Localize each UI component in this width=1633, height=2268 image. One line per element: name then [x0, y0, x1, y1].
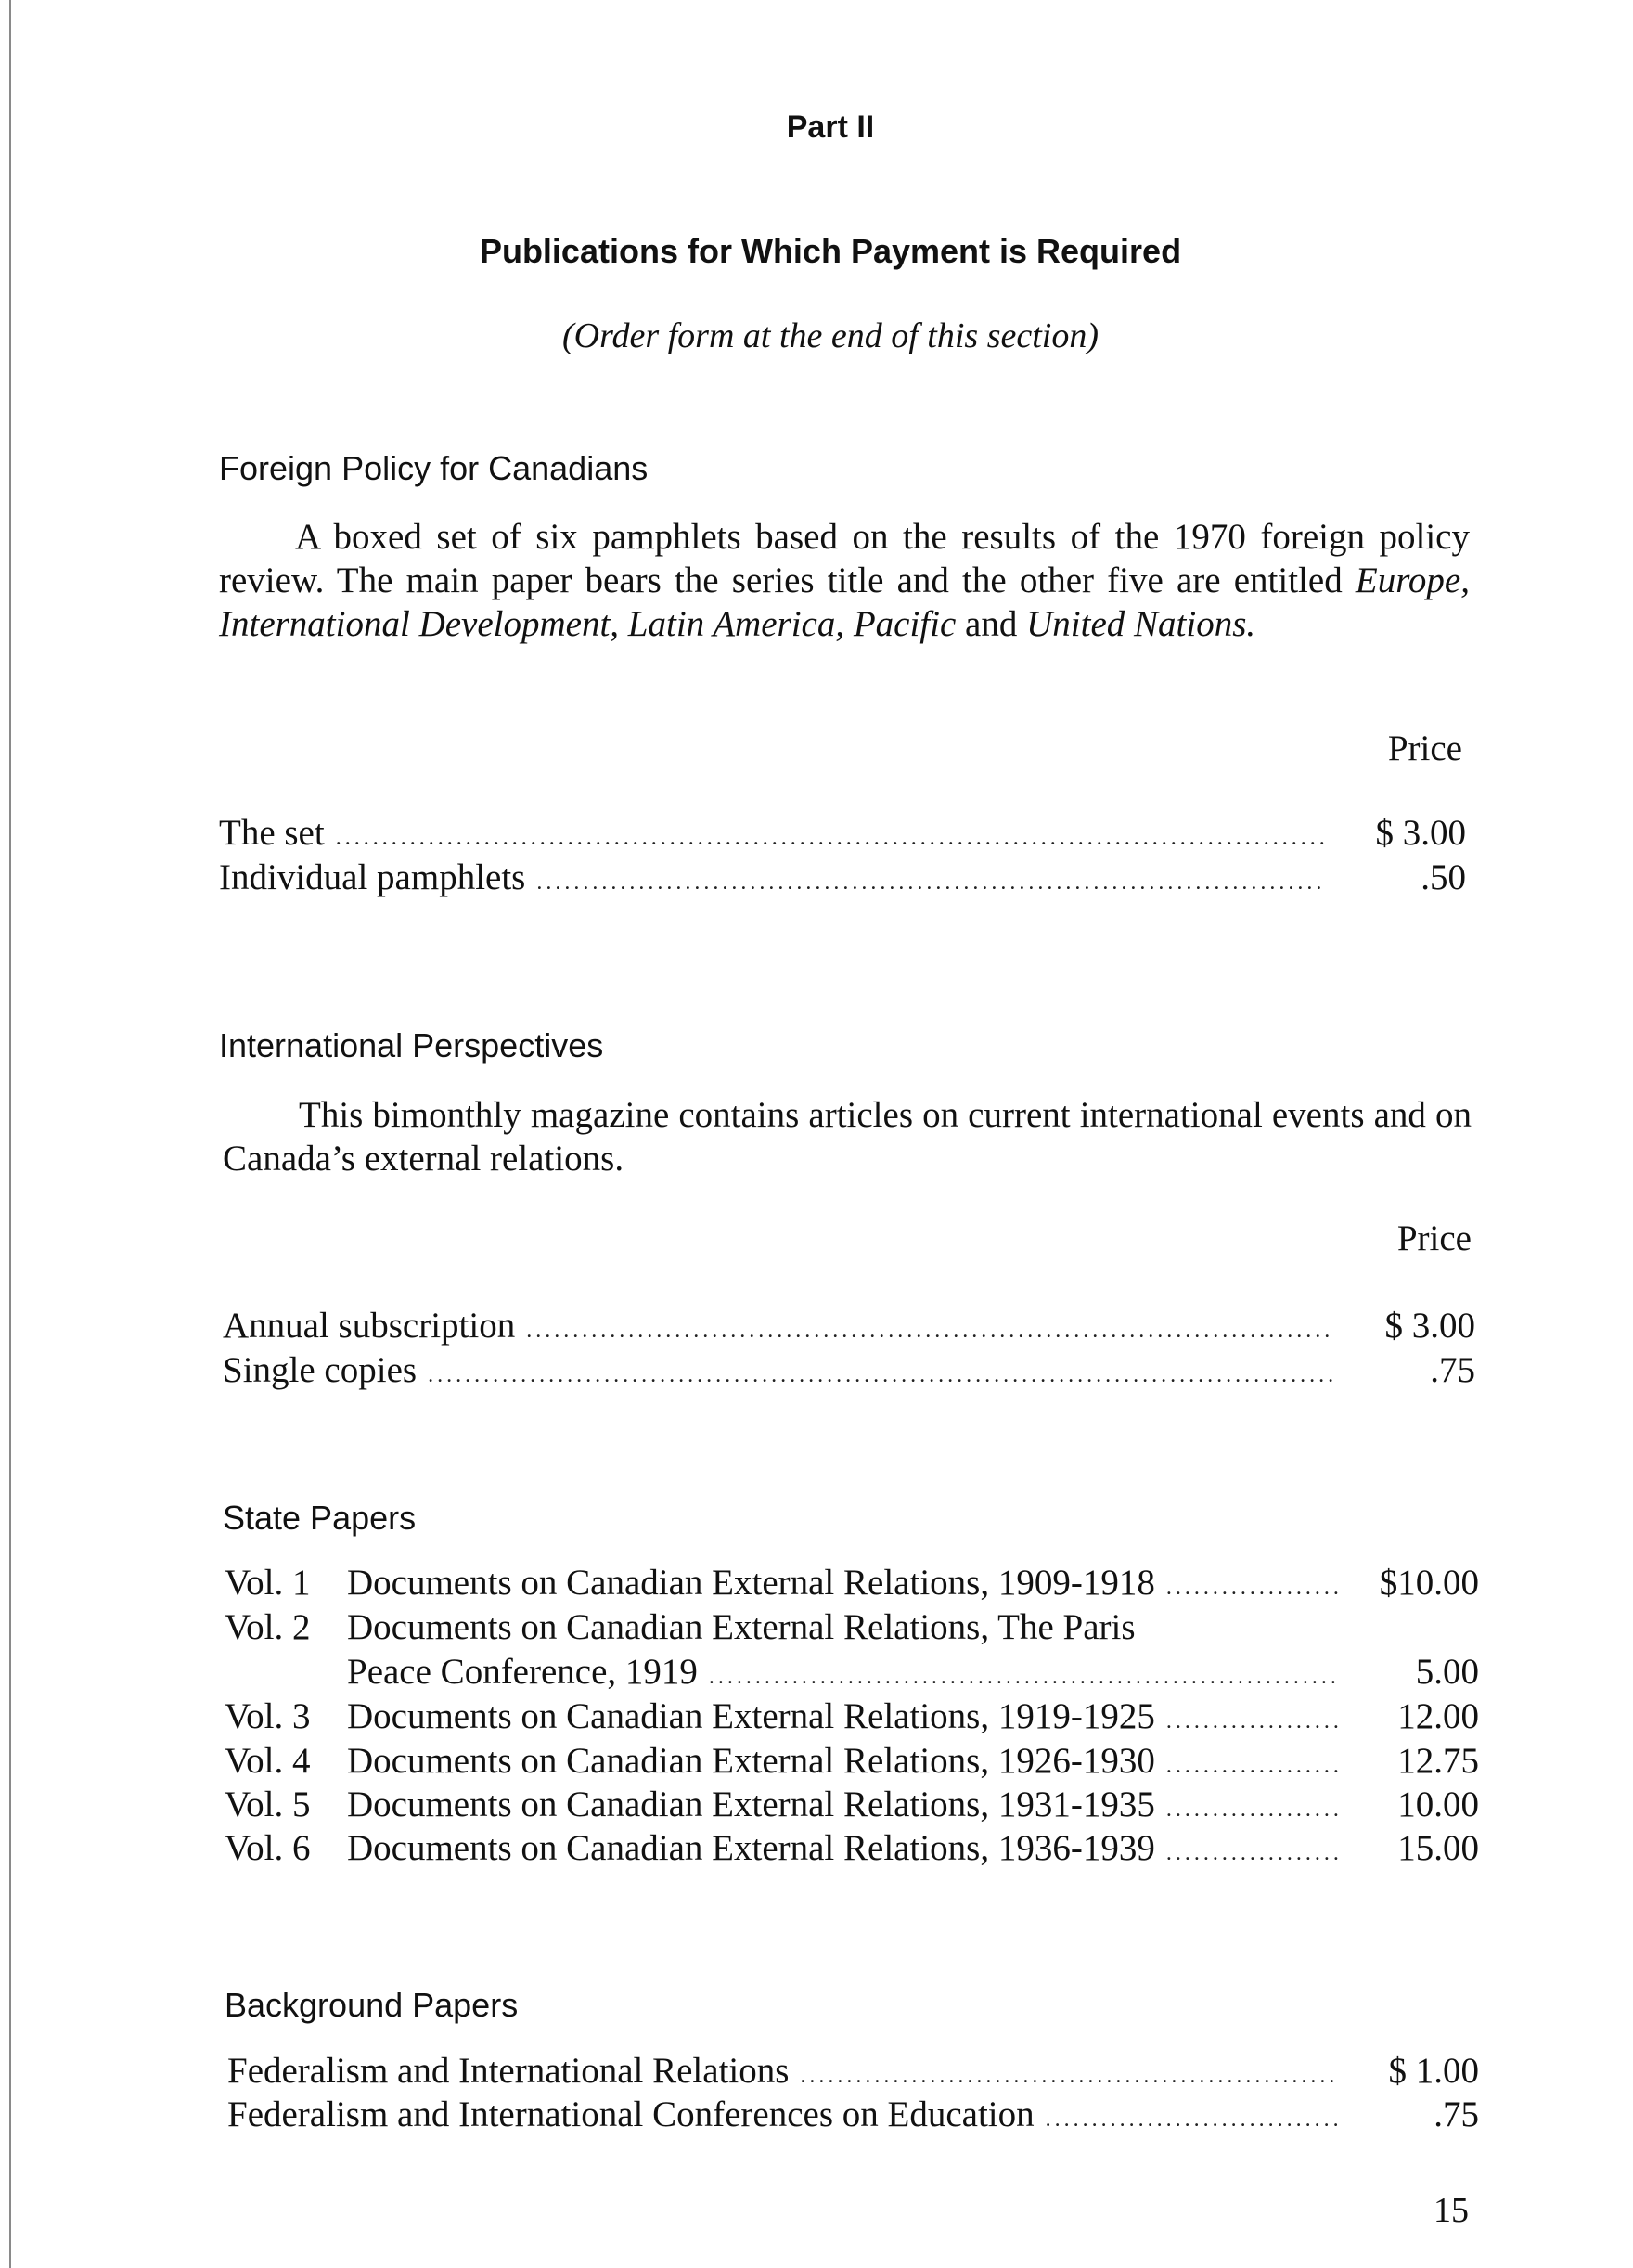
- volume-number: Vol. 4: [225, 1741, 311, 1781]
- volume-price: 12.75: [1397, 1741, 1479, 1781]
- dot-leader: [709, 1656, 1338, 1699]
- volume-price: $10.00: [1379, 1563, 1479, 1603]
- volume-number: Vol. 2: [225, 1607, 311, 1647]
- dot-leader: [526, 1309, 1334, 1353]
- price-row: [227, 2049, 1479, 2098]
- item-label: Federalism and International Relations: [227, 2051, 790, 2091]
- price-row: [223, 1304, 1475, 1353]
- page-subtitle: (Order form at the end of this section): [561, 316, 1099, 355]
- section-heading-international-perspectives: International Perspectives: [219, 1026, 604, 1064]
- item-price: $ 3.00: [1384, 1306, 1475, 1346]
- volume-price: 5.00: [1415, 1652, 1479, 1692]
- state-paper-row: [225, 1783, 1479, 1832]
- volume-title: Documents on Canadian External Relations, 1931-1935: [347, 1785, 1155, 1824]
- dot-leader: [536, 861, 1325, 905]
- pamphlet-title-last: United Nations.: [1026, 604, 1256, 644]
- price-row: [223, 1348, 1475, 1398]
- item-price: $ 3.00: [1375, 813, 1466, 853]
- international-perspectives-description: This bimonthly magazine contains articles on current international events and on Canada’s external relations.: [223, 1095, 1472, 1179]
- dot-leader: [800, 2055, 1338, 2098]
- dot-leader: [1166, 1566, 1338, 1610]
- item-price: .75: [1430, 1350, 1475, 1390]
- volume-title-continued: Peace Conference, 1919: [347, 1652, 698, 1692]
- volume-number: Vol. 5: [225, 1785, 311, 1824]
- price-column-header: Price: [1387, 728, 1462, 768]
- price-row: [219, 856, 1466, 905]
- price-row: [227, 2093, 1479, 2142]
- state-paper-row-continuation: [347, 1650, 1479, 1699]
- volume-price: 12.00: [1397, 1696, 1479, 1736]
- part-title: Part II: [786, 110, 875, 145]
- state-paper-row: [225, 1739, 1479, 1788]
- item-label: The set: [219, 813, 325, 853]
- page-title: Publications for Which Payment is Required: [479, 232, 1182, 270]
- description-text: A boxed set of six pamphlets based on the results of the 1970 foreign policy review. The main paper bears the series title and the other five are entitled: [219, 517, 1470, 600]
- foreign-policy-description: [219, 515, 1470, 646]
- item-label: Single copies: [223, 1350, 418, 1390]
- dot-leader: [1166, 1745, 1338, 1788]
- item-price: $ 1.00: [1388, 2051, 1479, 2091]
- item-price: .50: [1421, 857, 1466, 897]
- item-label: Federalism and International Conferences on Education: [227, 2094, 1035, 2134]
- volume-title: Documents on Canadian External Relations, 1919-1925: [347, 1696, 1155, 1736]
- item-price: .75: [1434, 2094, 1479, 2134]
- section-heading-foreign-policy: Foreign Policy for Canadians: [219, 449, 649, 487]
- state-paper-row: [225, 1561, 1479, 1610]
- price-column-header: Price: [1396, 1218, 1472, 1258]
- page-number: 15: [1434, 2191, 1469, 2230]
- dot-leader: [1166, 1832, 1338, 1875]
- volume-price: 15.00: [1397, 1828, 1479, 1868]
- dot-leader: [336, 817, 1325, 860]
- item-label: Annual subscription: [223, 1306, 516, 1346]
- volume-price: 10.00: [1397, 1785, 1479, 1824]
- volume-number: Vol. 1: [225, 1563, 311, 1603]
- state-paper-row: [225, 1695, 1479, 1744]
- volume-title: Documents on Canadian External Relations, 1936-1939: [347, 1828, 1155, 1868]
- state-paper-row: [225, 1605, 1479, 1649]
- description-connector: and: [956, 604, 1027, 644]
- price-row: [219, 811, 1466, 860]
- section-heading-state-papers: State Papers: [223, 1499, 417, 1537]
- volume-title: Documents on Canadian External Relations, The Paris: [347, 1607, 1136, 1647]
- dot-leader: [1166, 1700, 1338, 1744]
- volume-number: Vol. 6: [225, 1828, 311, 1868]
- volume-title: Documents on Canadian External Relations, 1909-1918: [347, 1563, 1155, 1603]
- pamphlet-titles: Europe, International Development, Latin America, Pacific: [219, 561, 1470, 644]
- volume-title: Documents on Canadian External Relations, 1926-1930: [347, 1741, 1155, 1781]
- dot-leader: [428, 1354, 1334, 1398]
- dot-leader: [1046, 2098, 1338, 2142]
- section-heading-background-papers: Background Papers: [225, 1986, 519, 2024]
- volume-number: Vol. 3: [225, 1696, 311, 1736]
- dot-leader: [1166, 1788, 1338, 1832]
- item-label: Individual pamphlets: [219, 857, 526, 897]
- state-paper-row: [225, 1826, 1479, 1875]
